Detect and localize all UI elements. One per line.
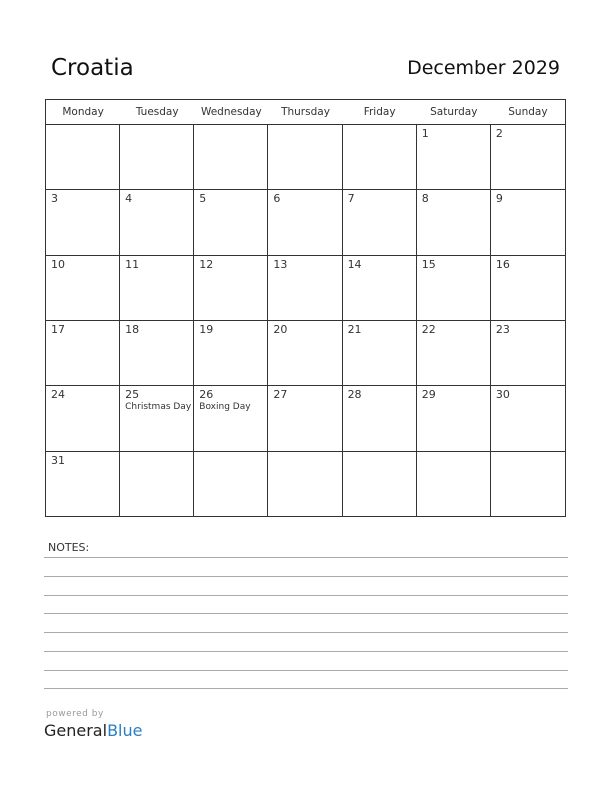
day-cell bbox=[46, 386, 120, 451]
empty-day-cell bbox=[417, 452, 491, 517]
day-cell bbox=[46, 452, 120, 517]
empty-day-cell bbox=[491, 452, 565, 517]
day-number: 13 bbox=[273, 257, 288, 271]
day-cell bbox=[491, 321, 565, 386]
day-number: 17 bbox=[51, 323, 65, 336]
holiday-label: Boxing Day bbox=[199, 402, 251, 413]
day-number: 8 bbox=[421, 192, 429, 206]
empty-day-cell bbox=[194, 452, 268, 517]
weekday-wednesday: Wednesday bbox=[200, 106, 262, 118]
brand-general: General bbox=[44, 721, 108, 740]
notes-line bbox=[44, 651, 568, 652]
calendar-grid bbox=[45, 99, 566, 517]
day-cell bbox=[194, 190, 268, 255]
day-number: 12 bbox=[199, 257, 214, 271]
day-number: 16 bbox=[495, 257, 510, 271]
day-cell bbox=[120, 321, 194, 386]
day-number: 28 bbox=[347, 388, 362, 402]
day-number: 21 bbox=[347, 323, 362, 336]
day-cell bbox=[417, 125, 491, 190]
powered-by-text: powered by bbox=[46, 709, 104, 719]
brand-blue: Blue bbox=[107, 721, 143, 740]
brand-logo[interactable] bbox=[44, 721, 142, 740]
day-cell bbox=[268, 190, 342, 255]
day-number: 11 bbox=[125, 257, 140, 271]
notes-line bbox=[44, 576, 568, 577]
notes-line bbox=[44, 670, 568, 671]
empty-day-cell bbox=[120, 452, 194, 517]
weekday-header bbox=[46, 100, 565, 125]
day-cell bbox=[194, 256, 268, 321]
day-cell bbox=[491, 256, 565, 321]
month-title: December 2029 bbox=[407, 57, 560, 79]
empty-day-cell bbox=[46, 125, 120, 190]
day-number: 6 bbox=[273, 192, 281, 206]
day-number: 4 bbox=[125, 192, 133, 206]
day-number: 9 bbox=[495, 192, 503, 206]
day-cell bbox=[491, 190, 565, 255]
day-cell bbox=[343, 190, 417, 255]
day-number: 10 bbox=[51, 257, 65, 271]
day-cell bbox=[417, 190, 491, 255]
day-cell bbox=[120, 386, 194, 451]
day-cell bbox=[417, 321, 491, 386]
day-cell bbox=[120, 190, 194, 255]
notes-label: NOTES: bbox=[48, 541, 90, 554]
day-cell bbox=[343, 256, 417, 321]
day-number: 27 bbox=[273, 388, 288, 402]
weekday-sunday: Sunday bbox=[508, 106, 548, 118]
empty-day-cell bbox=[194, 125, 268, 190]
notes-line bbox=[44, 557, 568, 558]
day-number: 31 bbox=[51, 453, 65, 467]
weekday-thursday: Thursday bbox=[281, 106, 330, 118]
day-cell bbox=[268, 321, 342, 386]
day-number: 1 bbox=[421, 127, 429, 140]
empty-day-cell bbox=[120, 125, 194, 190]
day-cell bbox=[194, 386, 268, 451]
day-number: 18 bbox=[125, 323, 140, 336]
notes-line bbox=[44, 632, 568, 633]
day-cell bbox=[268, 386, 342, 451]
empty-day-cell bbox=[268, 125, 342, 190]
day-number: 26 bbox=[199, 388, 214, 402]
day-cell bbox=[417, 256, 491, 321]
empty-day-cell bbox=[268, 452, 342, 517]
day-number: 20 bbox=[273, 323, 288, 336]
day-grid bbox=[46, 125, 565, 517]
day-number: 25 bbox=[125, 388, 140, 402]
notes-line bbox=[44, 595, 568, 596]
country-title: Croatia bbox=[51, 55, 134, 81]
day-number: 7 bbox=[347, 192, 355, 206]
weekday-tuesday: Tuesday bbox=[135, 106, 179, 118]
day-number: 3 bbox=[51, 192, 58, 206]
day-number: 5 bbox=[199, 192, 207, 206]
day-cell bbox=[46, 321, 120, 386]
day-number: 2 bbox=[495, 127, 503, 140]
day-number: 22 bbox=[421, 323, 436, 336]
day-number: 29 bbox=[421, 388, 436, 402]
notes-line bbox=[44, 613, 568, 614]
day-number: 19 bbox=[199, 323, 214, 336]
day-number: 15 bbox=[421, 257, 436, 271]
day-number: 23 bbox=[495, 323, 510, 336]
day-cell bbox=[343, 321, 417, 386]
day-number: 14 bbox=[347, 257, 362, 271]
notes-line bbox=[44, 688, 568, 689]
day-cell bbox=[491, 125, 565, 190]
day-cell bbox=[46, 256, 120, 321]
weekday-saturday: Saturday bbox=[430, 106, 478, 118]
day-cell bbox=[194, 321, 268, 386]
weekday-monday: Monday bbox=[62, 106, 104, 118]
day-cell bbox=[343, 386, 417, 451]
empty-day-cell bbox=[343, 452, 417, 517]
holiday-label: Christmas Day bbox=[125, 402, 192, 413]
day-number: 24 bbox=[51, 388, 65, 402]
day-number: 30 bbox=[495, 388, 510, 402]
weekday-friday: Friday bbox=[363, 106, 396, 118]
day-cell bbox=[46, 190, 120, 255]
day-cell bbox=[120, 256, 194, 321]
day-cell bbox=[491, 386, 565, 451]
day-cell bbox=[417, 386, 491, 451]
day-cell bbox=[268, 256, 342, 321]
empty-day-cell bbox=[343, 125, 417, 190]
